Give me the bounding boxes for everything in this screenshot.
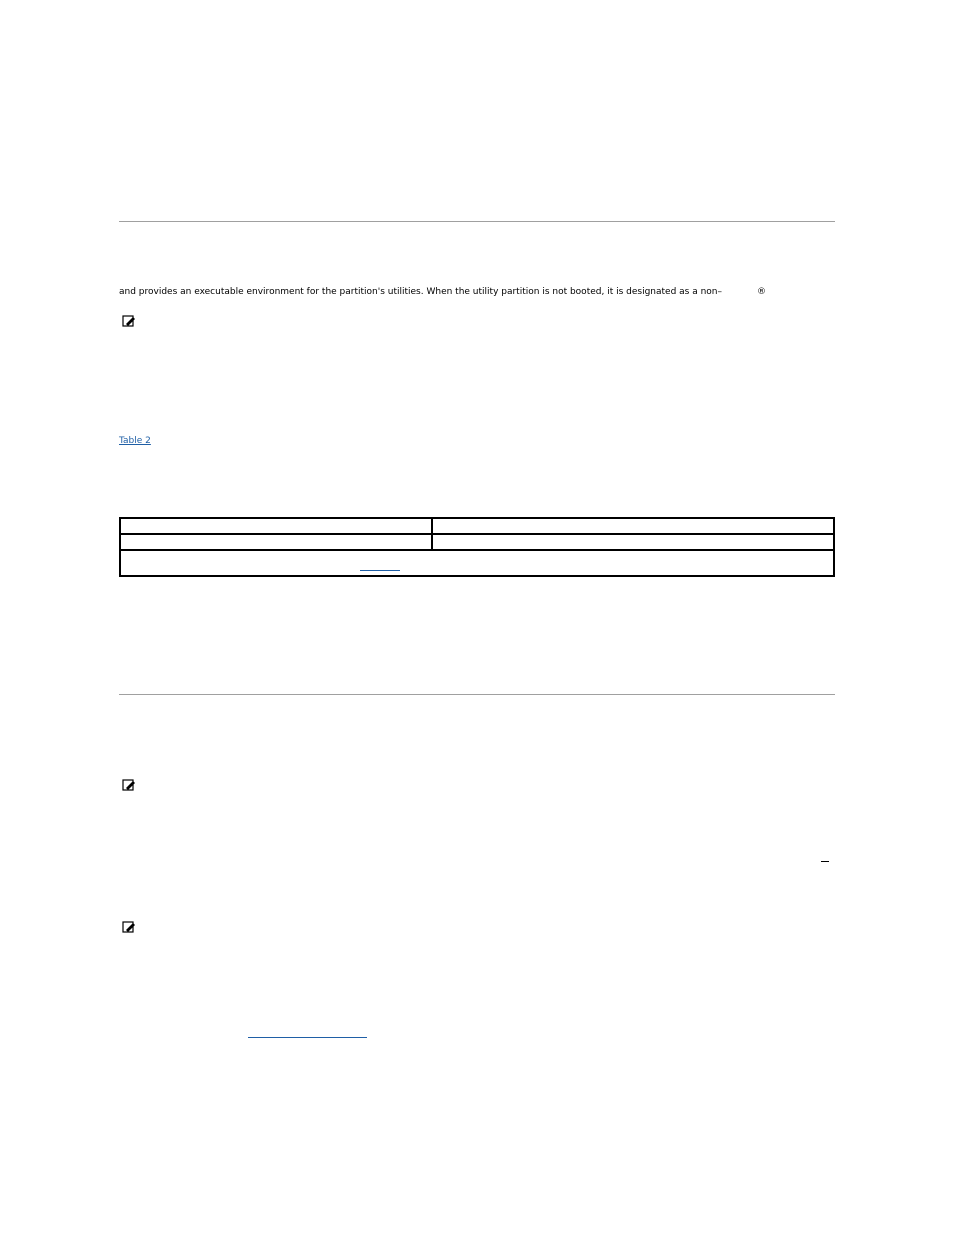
data-table <box>119 517 835 577</box>
table-footer-link[interactable] <box>360 560 400 571</box>
intro-paragraph-text: and provides an executable environment for the partition's utilities. When the utility partition is not booted, it is designated as a non– <box>119 287 722 297</box>
trailing-dash <box>821 861 829 862</box>
note-pencil-icon <box>122 778 136 792</box>
section-divider-bottom <box>119 694 835 695</box>
table-cell <box>432 518 834 534</box>
table-footer-cell <box>120 550 834 576</box>
bottom-link[interactable] <box>248 1037 367 1038</box>
intro-paragraph <box>119 287 722 298</box>
table-cell <box>120 534 432 550</box>
section-divider-top <box>119 221 835 222</box>
table-row <box>120 534 834 550</box>
note-pencil-icon <box>122 920 136 934</box>
table-cell <box>432 534 834 550</box>
note-pencil-icon <box>122 314 136 328</box>
table-row <box>120 550 834 576</box>
table-row <box>120 518 834 534</box>
table-2-link[interactable]: Table 2 <box>119 436 151 446</box>
table-cell <box>120 518 432 534</box>
registered-mark: ® <box>757 287 766 297</box>
